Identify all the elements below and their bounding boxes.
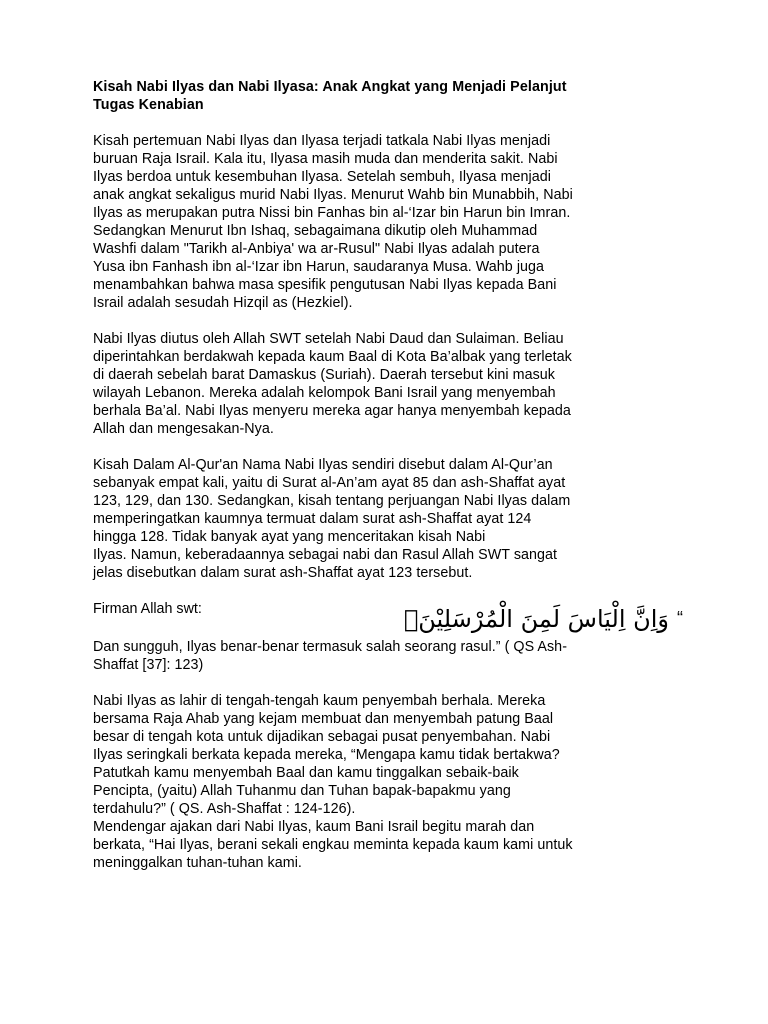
open-quote-mark: “ [677,608,683,628]
paragraph-3 [93,456,683,582]
text-line: berkata, “Hai Ilyas, berani sekali engkau meminta kepada kaum kami untuk [93,837,573,853]
verse-translation [93,638,683,674]
firman-label: Firman Allah swt: [93,601,202,617]
document-page [93,78,683,872]
paragraph-1 [93,132,683,312]
text-line: di daerah sebelah barat Damaskus (Suriah). Daerah tersebut kini masuk [93,367,555,383]
text-line: bersama Raja Ahab yang kejam membuat dan menyembah patung Baal [93,711,554,727]
text-line: Sedangkan Menurut Ibn Ishaq, sebagaimana dikutip oleh Muhammad [93,223,538,239]
text-line: Kisah pertemuan Nabi Ilyas dan Ilyasa terjadi tatkala Nabi Ilyas menjadi [93,133,551,149]
text-line: buruan Raja Israil. Kala itu, Ilyasa masih muda dan menderita sakit. Nabi [93,151,558,167]
text-line: Nabi Ilyas diutus oleh Allah SWT setelah Nabi Daud dan Sulaiman. Beliau [93,331,564,347]
text-line: meninggalkan tuhan-tuhan kami. [93,855,302,871]
text-line: Mendengar ajakan dari Nabi Ilyas, kaum Bani Israil begitu marah dan [93,819,535,835]
text-line: diperintahkan berdakwah kepada kaum Baal di Kota Ba’albak yang terletak [93,349,572,365]
text-line: Kisah Dalam Al-Qur'an Nama Nabi Ilyas sendiri disebut dalam Al-Qur’an [93,457,553,473]
text-line: Allah dan mengesakan-Nya. [93,421,274,437]
text-line: jelas disebutkan dalam surat ash-Shaffat ayat 123 tersebut. [93,565,473,581]
text-line: hingga 128. Tidak banyak ayat yang menceritakan kisah Nabi [93,529,486,545]
text-line: Patutkah kamu menyembah Baal dan kamu tinggalkan sebaik-baik [93,765,519,781]
text-line: Ilyas. Namun, keberadaannya sebagai nabi dan Rasul Allah SWT sangat [93,547,558,563]
text-line: Washfi dalam "Tarikh al-Anbiya' wa ar-Rusul" Nabi Ilyas adalah putera [93,241,540,257]
firman-row [93,600,683,638]
title-line: Tugas Kenabian [93,97,204,113]
text-line: memperingatkan kaumnya termuat dalam surat ash-Shaffat ayat 124 [93,511,532,527]
text-line: terdahulu?” ( QS. Ash-Shaffat : 124-126). [93,801,356,817]
text-line: wilayah Lebanon. Mereka adalah kelompok Bani Israil yang menyembah [93,385,556,401]
arabic-verse: وَاِنَّ اِلْيَاسَ لَمِنَ الْمُرْسَلِيْنَۗ [403,605,669,633]
title-line: Kisah Nabi Ilyas dan Nabi Ilyasa: Anak Angkat yang Menjadi Pelanjut [93,79,567,95]
text-line: anak angkat sekaligus murid Nabi Ilyas. Menurut Wahb bin Munabbih, Nabi [93,187,573,203]
text-line: sebanyak empat kali, yaitu di Surat al-An’am ayat 85 dan ash-Shaffat ayat [93,475,566,491]
paragraph-4 [93,692,683,872]
text-line: Pencipta, (yaitu) Allah Tuhanmu dan Tuhan bapak-bapakmu yang [93,783,511,799]
text-line: Yusa ibn Fanhash ibn al-‘Izar ibn Harun, saudaranya Musa. Wahb juga [93,259,545,275]
text-line: Ilyas seringkali berkata kepada mereka, “Mengapa kamu tidak bertakwa? [93,747,560,763]
text-line: Israil adalah sesudah Hizqil as (Hezkiel). [93,295,353,311]
paragraph-2 [93,330,683,438]
text-line: Ilyas as merupakan putra Nissi bin Fanhas bin al-‘Izar bin Harun bin Imran. [93,205,571,221]
text-line: menambahkan bahwa masa spesifik pengutusan Nabi Ilyas kepada Bani [93,277,557,293]
text-line: besar di tengah kota untuk dijadikan sebagai pusat penyembahan. Nabi [93,729,551,745]
text-line: Shaffat [37]: 123) [93,657,204,673]
text-line: Nabi Ilyas as lahir di tengah-tengah kaum penyembah berhala. Mereka [93,693,546,709]
text-line: berhala Ba’al. Nabi Ilyas menyeru mereka agar hanya menyembah kepada [93,403,571,419]
text-line: Ilyas berdoa untuk kesembuhan Ilyasa. Setelah sembuh, Ilyasa menjadi [93,169,551,185]
document-title [93,78,683,114]
text-line: Dan sungguh, Ilyas benar-benar termasuk salah seorang rasul.” ( QS Ash- [93,639,567,655]
text-line: 123, 129, dan 130. Sedangkan, kisah tentang perjuangan Nabi Ilyas dalam [93,493,571,509]
